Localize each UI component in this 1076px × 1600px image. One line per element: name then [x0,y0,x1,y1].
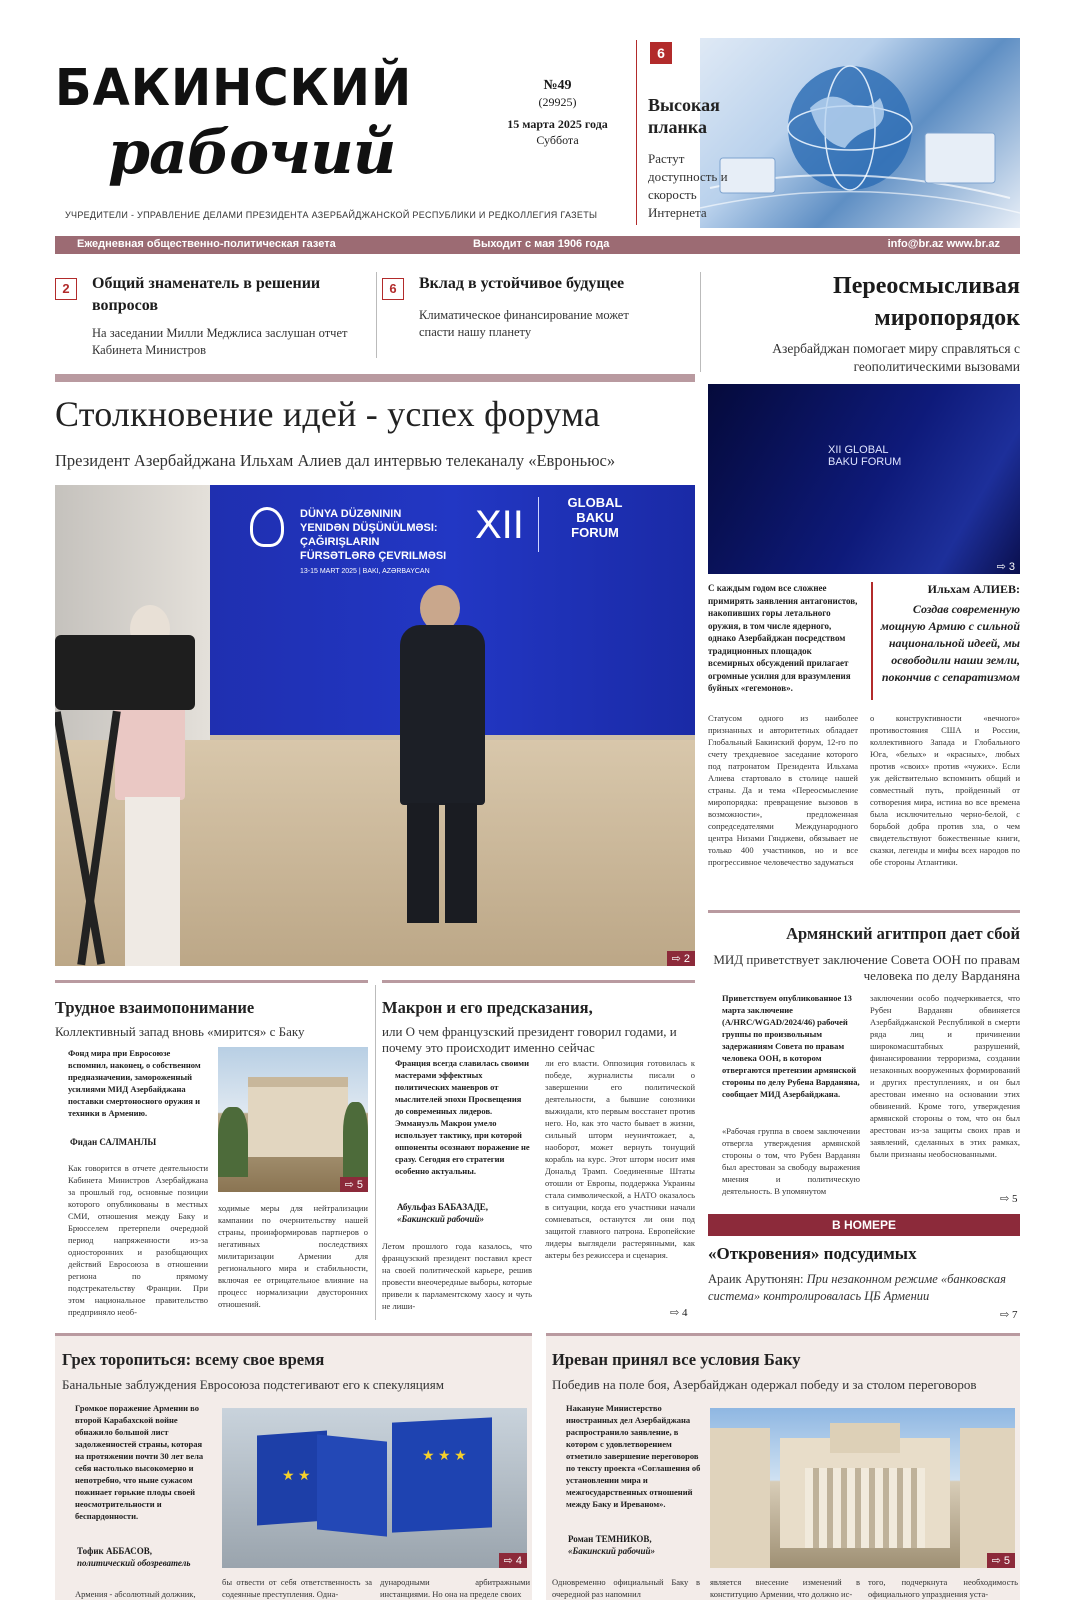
article-right-lead: Приветствуем опубликованное 13 марта заключение (A/HRC/WGAD/2024/46) рабочей группы по произвольным задержаниям Совета по правам человека ООН, в котором отвергаются претензии армянской стороны по делу Рубена Варданяна, сообщает МИД Азербайджана. [722,993,860,1099]
feature-image-page[interactable]: ⇨ 3 [996,561,1015,573]
promo-divider [636,40,637,225]
feature-image[interactable] [708,384,1020,574]
issue-weekday: Суббота [536,133,579,147]
bottom-left-body3: дународными арбитражными инстанциями. Но она на пределе своих [380,1577,530,1599]
article-mid-byline: Абульфаз БАБАЗАДЕ, [397,1202,489,1212]
bottom-left-page[interactable]: ⇨ 4 [499,1553,527,1568]
bottom-right-body: Одновременно официальный Баку в очередной раз напомнил [552,1577,700,1599]
bottom-left-byline-role: политический обозреватель [77,1558,191,1568]
bottom-right-page[interactable]: ⇨ 5 [987,1553,1015,1568]
globe-network-icon [700,38,1020,228]
article-mid-title[interactable]: Макрон и его предсказания, [382,998,593,1017]
bottom-right-title[interactable]: Иреван принял все условия Баку [552,1350,801,1369]
bottom-right-lead: Накануне Министерство иностранных дел Азербайджана распространило заявление, в котором с удовлетворением отметило завершение переговоров по тексту проекта «Соглашения об установлении мира и межгосударственных отношений между Баку и Иреваном». [566,1403,701,1509]
banner-line-2: YENIDƏN DÜŞÜNÜLMƏSI: [300,522,438,534]
masthead-title-line1: БАКИНСКИЙ [55,58,413,118]
founders-line: УЧРЕДИТЕЛИ - УПРАВЛЕНИЕ ДЕЛАМИ ПРЕЗИДЕНТА АЗЕРБАЙДЖАНСКОЙ РЕСПУБЛИКИ И РЕДКОЛЛЕГИЯ ГАЗЕТЫ [65,210,598,220]
article-mid-subtitle: или О чем французский президент говорил годами, и почему это происходит именно сейчас [382,1024,677,1055]
article-left-lead: Фонд мира при Евросоюзе вспомнил, наконец, о собственном предназначении, замороженный усилиями МИД Азербайджана поставки смертоносного оружия и техники в Армению. [68,1048,201,1118]
feature-title[interactable]: Переосмысливая миропорядок [833,273,1020,331]
teaser-1-subtitle: На заседании Милли Меджлиса заслушан отчет Кабинета Министров [92,326,348,357]
bottom-right-body2: является внесение изменений в конституцию Армении, что должно ис- [710,1577,860,1599]
in-issue-text: При незаконном режиме «банковская система» контролировалась ЦБ Армении [708,1272,1006,1303]
bottom-right-byline-role: «Бакинский рабочий» [568,1546,655,1556]
promo-page-badge: 6 [650,42,672,64]
issue-total: (29925) [538,95,577,109]
bottom-left-body2: бы отвести от себя ответственность за содеянные преступления. Одна- [222,1577,372,1599]
banner-line-1: DÜNYA DÜZƏNININ [300,508,402,520]
article-mid-body2: ли его власти. Оппозиция готовилась к победе, журналисты писали о завершении его политической деятельности, а бывшие союзники выжидали, кто первым восстанет против него. Но, как это часто бывает в жизни, сильный шторм неуничтожает, а, наоборот, может вернуть тонущий корабль на курс. Этот шторм носит имя Дональд Трамп. Соединенные Штаты отошли от Европы, поддержка Украины стала символической, а НАТО оказалось в ситуации, когда его участники начали сомневаться, останутся ли они под защитой главного патрона. Европейские лидеры выглядели растерянными, как актеры без режиссера и сценария. [545,1058,695,1260]
quote-text: Создав современную мощную Армию с сильной национальной идеей, мы освободили наши земли, покончив с сепаратизмом [880,602,1020,684]
article-divider [375,985,376,1320]
teaser-1-page: 2 [55,278,77,300]
info-bar [55,236,1020,254]
promo-image[interactable] [700,38,1020,228]
article-left-rule [55,980,368,983]
feature-body-left: Статусом одного из наиболее признанных и авторитетных обладает Глобальный Бакинский форум, 12-го по счету трехдневное заседание которого под патронатом Президента Ильхама Алиева стартовало в столице нашей страны. Да и тема «Переосмысление миропорядка: превращение вызовов в возможности», предложенная сопредседателями Международного центра Низами Гянджеви, обязывает не только 400 участников, но и все прогрессивное человечество задуматься [708,713,858,867]
bottom-left-subtitle: Банальные заблуждения Евросоюза подстегивают его к спекуляциям [62,1377,444,1392]
in-issue-label: В НОМЕРЕ [708,1214,1020,1236]
teaser-2-page: 6 [382,278,404,300]
article-right-page[interactable]: ⇨ 5 [1000,1193,1018,1205]
banner-roman: XII [475,503,524,547]
bottom-left-lead: Громкое поражение Армении во второй Карабахской войне обнажило большой лист задолженностей страны, которая на протяжении почти 30 лет вела себя настолько высокомерно и непотребно, что ныне сужасом пожинает горькие плоды своей неосмотрительности и беспардонности. [75,1403,204,1521]
forum-logo-icon [250,507,284,547]
in-issue-teaser [708,1271,1020,1305]
bottom-right-photo[interactable] [710,1408,1015,1568]
issue-info [500,78,615,148]
feature-subtitle: Азербайджан помогает миру справляться с геополитическими вызовами [772,341,1020,374]
article-mid-lead: Франция всегда славилась своими мастерами эффектных политических маневров от мыслителей эпохи Просвещения до современных лидеров. Эммануэль Макрон умело использует тактику, при которой оппоненты осознают поражение не сразу. Сегодня его стратегии особенно актуальны. [395,1058,530,1176]
main-subhead: Президент Азербайджана Ильхам Алиев дал интервью телеканалу «Евроньюс» [55,451,616,470]
article-left-body: Как говорится в отчете деятельности Кабинета Министров Азербайджана за прошлый год, основные позиции которого опубликованы в местных СМИ, отношения между Баку и Брюсселем претерпели очередной период напряженности из-за односторонних и разобщающих действий Евросоюза в отношении региона по прямому подстрекательству Франции. При этом национальное правительство предприняло необ- [68,1163,208,1317]
teaser-2-title[interactable]: Вклад в устойчивое будущее [419,275,625,292]
article-left-body2: ходимые меры для нейтрализации кампании по очернительству нашей страны, проинформировав партнеров о негативных последствиях милитаризации Армении для регионального мира и стабильности, включая ее отрицательное влияние на процесс нормализации двусторонних отношений. [218,1203,368,1309]
bottom-left-title[interactable]: Грех торопиться: всему свое время [62,1350,325,1369]
teaser-divider [376,272,377,358]
article-left-title[interactable]: Трудное взаимопонимание [55,998,255,1017]
article-mid-byline-role: «Бакинский рабочий» [397,1214,484,1224]
quote-rule [871,582,873,700]
banner-forum-logo: GLOBAL BAKU FORUM [567,495,623,540]
banner-date: 13-15 MART 2025 | BAKI, AZƏRBAYCAN [300,568,430,575]
issue-number: №49 [543,78,572,93]
info-bar-tagline: Ежедневная общественно-политическая газета [77,238,336,250]
column-divider [700,272,701,372]
masthead-title-line2: рабочий [108,118,396,188]
in-issue-title[interactable]: «Откровения» подсудимых [708,1244,917,1263]
banner-line-3: ÇAĞIRIŞLARIN [300,536,380,548]
main-photo-page[interactable]: ⇨ 2 [667,951,695,966]
feature-image-caption: XII GLOBAL BAKU FORUM [828,444,902,468]
article-right-body: «Рабочая группа в своем заключении отвергла утверждения армянской стороны о том, что Рубен Варданян был арестован за свободу выражения мнения и политическую деятельность. В упомянутом [722,1126,860,1196]
info-bar-contacts[interactable]: info@br.az www.br.az [887,238,1000,250]
bottom-left-photo[interactable]: ★ ★ ★ ★ ★ ⇨ 4 [222,1408,527,1568]
article-right-rule [708,910,1020,913]
quote-author: Ильхам АЛИЕВ: [927,582,1020,596]
article-left-byline: Фидан САЛМАНЛЫ [70,1137,157,1147]
article-left-photo[interactable] [218,1047,368,1192]
article-mid-body: Летом прошлого года казалось, что французский президент поставил крест на своей политической карьере, решив провести внеочередные выборы, которые привели к парламентскому хаосу и чуть не лиши- [382,1241,532,1311]
bottom-right-body3: того, подчеркнута необходимость официального упразднения уста- [868,1577,1018,1599]
in-issue-page[interactable]: ⇨ 7 [1000,1309,1018,1321]
main-headline[interactable]: Столкновение идей - успех форума [55,394,601,434]
teaser-1-title[interactable]: Общий знаменатель в решении вопросов [92,275,321,314]
article-right-body2: заключении особо подчеркивается, что Рубен Варданян обвиняется Азербайджанской Республикой в смерти ряда лиц и причинении широкомасштабных разрушений, финансировании терроризма, создании незаконных вооруженных формирований и других преступлениях, и он был арестован именно на основании этих обвинений. Кроме того, утверждения армянской стороны о том, что он был арестован из-за защиты своих прав и заявлений, сделанных в этих рамках, были признаны необоснованными. [870,993,1020,1159]
promo-title[interactable]: Высокая планка [648,95,720,137]
feature-body-right: о конструктивности «вечного» противостояния США и России, коллективного Запада и Глобального Юга, «белых» и «красных», любых против «своих» против «чужих». Если уж действительно вспомнить общий и совместный путь, пройденный от сотворения мира, истина во все времена была исключительно черно-белой, с борьбой добра против зла, о чем свидетельствуют божественные книги, сказки, легенды и мифы всех народов по обе стороны Атлантики. [870,713,1020,867]
main-story-rule [55,374,695,382]
feature-lead: С каждым годом все сложнее примирять заявления антагонистов, накопивших горы летального оружия, в том числе ядерного, однако Азербайджан посредством традиционных площадок всемирных обсуждений прилагает огромные усилия для вразумления буйных «гегемонов». [708,583,858,693]
article-left-subtitle: Коллективный запад вновь «мирится» с Баку [55,1024,305,1039]
bottom-left-byline: Тофик АББАСОВ, [77,1546,153,1556]
info-bar-since: Выходит с мая 1906 года [473,238,610,250]
banner-line-4: FÜRSƏTLƏRƏ ÇEVRILMƏSI [300,550,447,562]
teaser-2-subtitle: Климатическое финансирование может спасти нашу планету [419,308,629,339]
bottom-right-subtitle: Победив на поле боя, Азербайджан одержал победу и за столом переговоров [552,1377,977,1392]
bottom-left-body: Армения - абсолютный должник, [75,1589,196,1599]
article-mid-page[interactable]: ⇨ 4 [670,1307,688,1319]
article-right-title[interactable]: Армянский агитпроп дает сбой [786,924,1020,943]
article-right-subtitle: МИД приветствует заключение Совета ООН по правам человека по делу Варданяна [713,952,1020,983]
promo-subtitle: Растут доступность и скорость Интернета [648,151,728,220]
issue-date: 15 марта 2025 года [507,117,608,131]
article-mid-rule [382,980,695,983]
main-photo[interactable] [55,485,695,966]
in-issue-author: Араик Арутюнян: [708,1272,804,1286]
bottom-right-byline: Роман ТЕМНИКОВ, [568,1534,652,1544]
article-left-page[interactable]: ⇨ 5 [340,1177,368,1192]
